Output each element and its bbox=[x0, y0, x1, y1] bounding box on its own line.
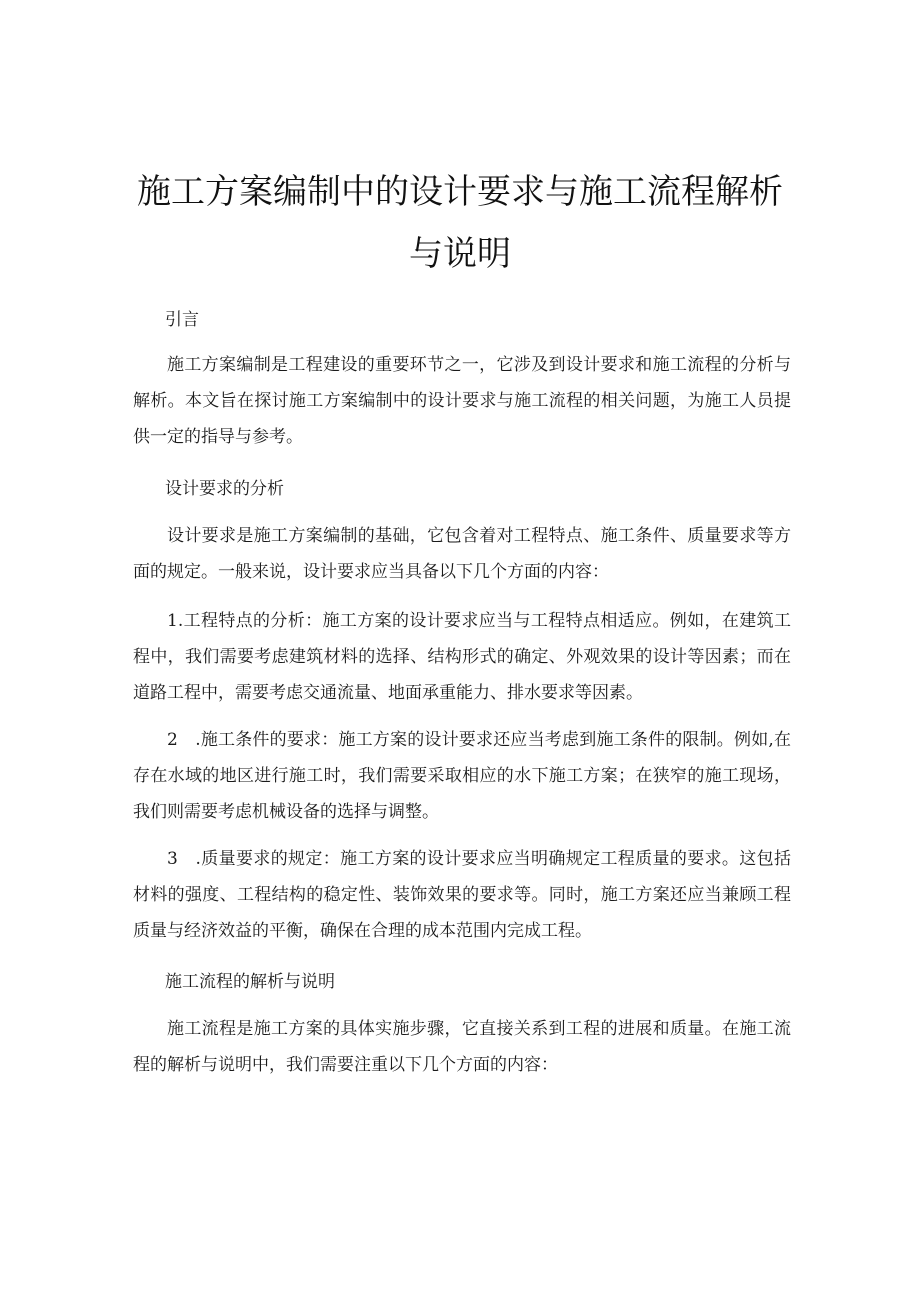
list-item-3: 3 .质量要求的规定：施工方案的设计要求应当明确规定工程质量的要求。这包括材料的强度、工程结构的稳定性、装饰效果的要求等。同时，施工方案还应当兼顾工程质量与经济效益的平衡，确保在合理的成本范围内完成工程。 bbox=[133, 849, 791, 941]
paragraph-intro: 施工方案编制是工程建设的重要环节之一，它涉及到设计要求和施工流程的分析与解析。本文旨在探讨施工方案编制中的设计要求与施工流程的相关问题，为施工人员提供一定的指导与参考。 bbox=[133, 355, 791, 447]
document-title-line-1: 施工方案编制中的设计要求与施工流程解析 bbox=[137, 172, 783, 212]
list-item-2: 2 .施工条件的要求：施工方案的设计要求还应当考虑到施工条件的限制。例如,在存在水域的地区进行施工时，我们需要采取相应的水下施工方案；在狭窄的施工现场，我们则需要考虑机械设备的选择与调整。 bbox=[133, 730, 791, 822]
section-heading-design-requirements: 设计要求的分析 bbox=[165, 479, 284, 499]
section-heading-intro: 引言 bbox=[165, 310, 199, 330]
document-title-line-2: 与说明 bbox=[409, 234, 511, 274]
paragraph-construction-process: 施工流程是施工方案的具体实施步骤，它直接关系到工程的进展和质量。在施工流程的解析与说明中，我们需要注重以下几个方面的内容： bbox=[133, 1019, 791, 1075]
section-heading-construction-process: 施工流程的解析与说明 bbox=[165, 972, 335, 992]
paragraph-design-requirements: 设计要求是施工方案编制的基础，它包含着对工程特点、施工条件、质量要求等方面的规定。一般来说，设计要求应当具备以下几个方面的内容： bbox=[133, 526, 791, 582]
list-item-1: 1.工程特点的分析：施工方案的设计要求应当与工程特点相适应。例如，在建筑工程中，我们需要考虑建筑材料的选择、结构形式的确定、外观效果的设计等因素；而在道路工程中，需要考虑交通流量、地面承重能力、排水要求等因素。 bbox=[133, 611, 791, 703]
